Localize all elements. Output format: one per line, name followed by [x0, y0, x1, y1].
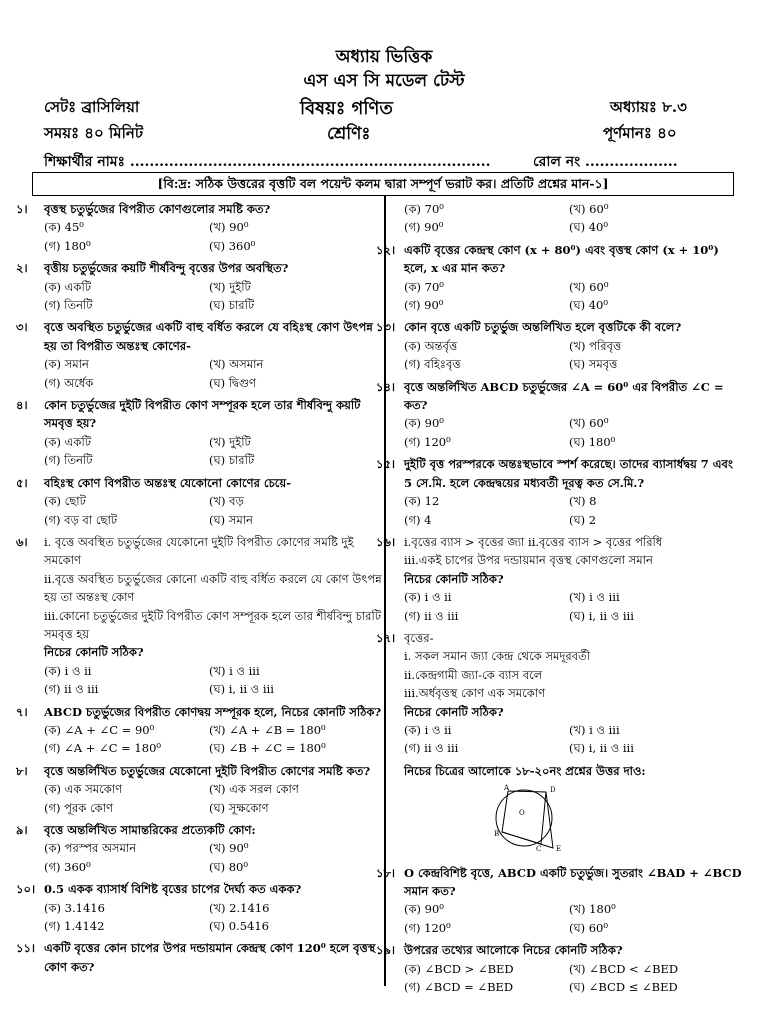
options-grid: [404, 337, 744, 374]
answer-option[interactable]: (খ) পরিবৃত্ত: [569, 338, 622, 353]
answer-option[interactable]: (গ) 90⁰: [404, 298, 444, 313]
answer-option[interactable]: (ঘ) দ্বিগুণ: [209, 375, 257, 390]
options-grid: [44, 721, 384, 758]
answer-option[interactable]: (গ) 120⁰: [404, 920, 451, 935]
answer-option[interactable]: (ক) i ও ii: [44, 663, 92, 678]
figure-label: B: [494, 830, 500, 839]
options-grid: [44, 278, 384, 315]
answer-option[interactable]: (ক) ∠A + ∠C = 90⁰: [44, 722, 155, 737]
question-number: ১০।: [16, 882, 36, 897]
subject-label: বিষয়ঃ গণিত: [300, 98, 393, 119]
question-number: ১৮।: [376, 865, 396, 880]
figure-label: A: [504, 784, 510, 793]
answer-option[interactable]: (ঘ) 2: [569, 512, 597, 527]
question-item: [16, 703, 384, 758]
question-number: ১১।: [16, 941, 36, 956]
options-grid: [44, 899, 384, 936]
answer-option[interactable]: (ক) 12: [404, 494, 440, 509]
answer-option[interactable]: (গ) ii ও iii: [44, 682, 99, 697]
answer-option[interactable]: (ঘ) i, ii ও iii: [569, 741, 634, 756]
statement-line: iii.অর্ধবৃত্তস্থ কোণ এক সমকোণ: [404, 686, 546, 701]
answer-option[interactable]: (ঘ) ∠BCD ≤ ∠BED: [569, 980, 678, 995]
question-item: [16, 259, 384, 314]
student-name-field: শিক্ষার্থীর নামঃ ..........................................................................: [44, 154, 491, 170]
question-item: [376, 318, 744, 373]
question-item: [16, 396, 384, 470]
answer-option[interactable]: (খ) 90⁰: [209, 220, 249, 235]
question-item: [16, 200, 384, 255]
answer-option[interactable]: (খ) 2.1416: [209, 900, 270, 915]
answer-option[interactable]: (ঘ) ∠B + ∠C = 180⁰: [209, 741, 326, 756]
question-number: ৬।: [16, 534, 28, 549]
answer-option[interactable]: (খ) 90⁰: [209, 841, 249, 856]
roll-field: রোল নং ...................: [533, 154, 678, 170]
options-grid: [44, 839, 384, 876]
figure-label: E: [556, 845, 562, 853]
answer-option[interactable]: (গ) 1.4142: [44, 919, 105, 934]
question-number: ১৬।: [376, 534, 396, 549]
answer-option[interactable]: (ঘ) সমান: [209, 512, 253, 527]
answer-option[interactable]: (ক) পরস্পর অসমান: [44, 841, 137, 856]
answer-option[interactable]: (ক) সমান: [44, 357, 89, 372]
question-text: নিচের কোনটি সঠিক?: [44, 645, 144, 660]
answer-option[interactable]: (ক) 90⁰: [404, 902, 444, 917]
question-number: ১৩।: [376, 320, 396, 335]
answer-option[interactable]: (খ) দুইটি: [209, 434, 251, 449]
statement-line: ii.বৃত্তে অবস্থিত চতুর্ভুজের কোনো একটি বাহু বর্ধিত করলে যে কোণ উৎপন্ন হয় তা অন্তঃস্থ কোণ: [44, 571, 382, 605]
answer-option[interactable]: (গ) তিনটি: [44, 298, 93, 313]
answer-option[interactable]: (খ) দুইটি: [209, 279, 251, 294]
answer-option[interactable]: (গ) পূরক কোণ: [44, 800, 113, 815]
left-question-column: [16, 200, 384, 980]
chapter-based-title: অধ্যায় ভিত্তিক: [335, 47, 433, 67]
answer-option[interactable]: (ক) i ও ii: [404, 722, 452, 737]
options-grid: [44, 662, 384, 699]
class-label: শ্রেণিঃ: [327, 124, 371, 144]
answer-option[interactable]: (খ) i ও iii: [569, 590, 620, 605]
options-grid: [404, 588, 744, 625]
statement-line: বৃত্তের-: [404, 630, 434, 645]
question-item: [404, 200, 744, 237]
statement-line: ii.কেন্দ্রগামী জ্যা-কে ব্যাস বলে: [404, 667, 543, 682]
question-item: [376, 378, 744, 452]
options-grid: [404, 414, 744, 451]
answer-option[interactable]: (গ) তিনটি: [44, 453, 93, 468]
answer-option[interactable]: (ক) 70⁰: [404, 202, 444, 216]
figure-label: D: [550, 786, 556, 795]
question-item: [16, 533, 384, 699]
answer-option[interactable]: (ক) 70⁰: [404, 279, 444, 294]
statement-line: iii.কোনো চতুর্ভুজের দুইটি বিপরীত কোণ সম্পূরক হলে তার শীর্ষবিন্দু চারটি সমবৃত্ত হয়: [44, 608, 382, 641]
options-grid: [404, 492, 744, 529]
set-label: সেটঃ ব্রাসিলিয়া: [44, 98, 140, 116]
answer-option[interactable]: (ক) i ও ii: [404, 590, 452, 605]
instruction-box: [বি:দ্র: সঠিক উত্তরের বৃত্তটি বল পয়েন্ট কলম দ্বারা সম্পূর্ণ ভরাট কর। প্রতিটি প্রশ্নের মান-১]: [32, 172, 734, 196]
question-item: [376, 533, 744, 625]
answer-option[interactable]: (ঘ) 180⁰: [569, 434, 616, 449]
question-number: ২।: [16, 261, 28, 276]
answer-option[interactable]: (ক) এক সমকোণ: [44, 782, 123, 797]
options-grid: [404, 200, 744, 237]
question-text: নিচের চিত্রের আলোকে ১৮-২০নং প্রশ্নের উত্তর দাও:: [404, 763, 646, 778]
question-item: [404, 762, 744, 860]
answer-option[interactable]: (ঘ) i, ii ও iii: [209, 682, 274, 697]
answer-option[interactable]: (খ) 60⁰: [569, 416, 609, 431]
answer-option[interactable]: (ঘ) i, ii ও iii: [569, 608, 634, 623]
answer-option[interactable]: (খ) এক সরল কোণ: [209, 782, 299, 797]
options-grid: [404, 721, 744, 758]
answer-option[interactable]: (গ) ii ও iii: [404, 741, 459, 756]
question-item: [376, 455, 744, 529]
answer-option[interactable]: (ক) 3.1416: [44, 900, 105, 915]
answer-option[interactable]: (গ) ∠A + ∠C = 180⁰: [44, 741, 161, 756]
answer-option[interactable]: (গ) 360⁰: [44, 859, 91, 874]
answer-option[interactable]: (খ) 60⁰: [569, 202, 609, 216]
question-text: কোন চতুর্ভুজের দুইটি বিপরীত কোণ সম্পূরক হলে তার শীর্ষবিন্দু কয়টি সমবৃত্ত হয়?: [44, 398, 361, 431]
answer-option[interactable]: (খ) অসমান: [209, 357, 264, 372]
question-text: বৃত্তস্থ চতুর্ভুজের বিপরীত কোণগুলোর সমষ্টি কত?: [44, 202, 271, 216]
question-item: [16, 880, 384, 935]
answer-option[interactable]: (খ) বড়: [209, 494, 244, 509]
question-number: ৫।: [16, 475, 28, 490]
answer-option[interactable]: (খ) i ও iii: [209, 663, 260, 678]
answer-option[interactable]: (গ) ii ও iii: [404, 608, 459, 623]
answer-option[interactable]: (খ) 8: [569, 494, 597, 509]
question-item: [376, 941, 744, 996]
question-text: বৃত্তীয় চতুর্ভুজের কয়টি শীর্ষবিন্দু বৃত্তের উপর অবস্থিত?: [44, 261, 289, 276]
answer-option[interactable]: (ক) অন্তর্বৃত্ত: [404, 338, 458, 353]
options-grid: [44, 492, 384, 529]
question-number: ১২।: [376, 242, 396, 257]
figure-label: O: [519, 809, 525, 818]
question-item: [16, 939, 384, 976]
statement-line: i. সকল সমান জ্যা কেন্দ্র থেকে সমদূরবর্তী: [404, 649, 591, 664]
question-number: ১৫।: [376, 457, 396, 472]
question-number: ১৯।: [376, 943, 396, 958]
options-grid: [404, 960, 744, 997]
question-text: ABCD চতুর্ভুজের বিপরীত কোণদ্বয় সম্পূরক হলে, নিচের কোনটি সঠিক?: [44, 704, 382, 719]
figure-label: C: [536, 845, 542, 853]
question-text: O কেন্দ্রবিশিষ্ট বৃত্তে, ABCD একটি চতুর্ভুজ। সুতরাং ∠BAD + ∠BCD সমান কত?: [404, 865, 742, 898]
answer-option[interactable]: (গ) ∠BCD = ∠BED: [404, 980, 514, 995]
question-text: কোন বৃত্তে একটি চতুর্ভুজ অন্তর্লিখিত হলে বৃত্তটিকে কী বলে?: [404, 320, 682, 335]
answer-option[interactable]: (ঘ) সমবৃত্ত: [569, 357, 618, 372]
answer-option[interactable]: (খ) 180⁰: [569, 902, 616, 917]
options-grid: [44, 433, 384, 470]
answer-option[interactable]: (গ) বহিঃবৃত্ত: [404, 357, 461, 372]
answer-option[interactable]: (গ) অর্ধেক: [44, 375, 94, 390]
time-label: সময়ঃ ৪০ মিনিট: [44, 124, 144, 142]
question-number: ৭।: [16, 704, 28, 719]
options-grid: [44, 218, 384, 255]
quadrilateral-abcd: [502, 791, 546, 844]
question-text: উপরের তথ্যের আলোকে নিচের কোনটি সঠিক?: [404, 943, 623, 958]
question-number: ১।: [16, 202, 28, 216]
question-text: একটি বৃত্তের কোন চাপের উপর দন্ডায়মান কেন্দ্রস্থ কোণ 120⁰ হলে বৃত্তস্থ কোণ কত?: [44, 941, 376, 974]
statement-line: i.বৃত্তের ব্যাস > বৃত্তের জ্যা ii.বৃত্তের ব্যাস > বৃত্তের পরিধি: [404, 534, 663, 549]
answer-option[interactable]: (ঘ) 80⁰: [209, 859, 248, 874]
question-item: [16, 762, 384, 817]
question-item: [16, 318, 384, 392]
question-number: ১৭।: [376, 630, 396, 645]
answer-option[interactable]: (গ) 180⁰: [44, 238, 91, 253]
question-item: [16, 821, 384, 876]
options-grid: [44, 355, 384, 392]
question-text: বৃত্তে অন্তর্লিখিত ABCD চতুর্ভুজের ∠A = 60⁰ এর বিপরীত ∠C = কত?: [404, 379, 724, 413]
statement-line: i. বৃত্তে অবস্থিত চতুর্ভুজের যেকোনো দুইটি বিপরীত কোণের সমষ্টি দুই সমকোণ: [44, 534, 354, 568]
answer-option[interactable]: (গ) 4: [404, 512, 432, 527]
answer-option[interactable]: (ক) ∠BCD > ∠BED: [404, 961, 514, 976]
right-question-column: [376, 200, 744, 1000]
question-text: বৃত্তে অন্তর্লিখিত সামান্তরিকের প্রত্যেকটি কোণ:: [44, 823, 256, 837]
question-number: ৩।: [16, 320, 28, 335]
answer-option[interactable]: (ক) 90⁰: [404, 416, 444, 431]
answer-option[interactable]: (ঘ) চারটি: [209, 298, 255, 313]
answer-option[interactable]: (খ) ∠A + ∠B = 180⁰: [209, 722, 326, 737]
question-text: নিচের কোনটি সঠিক?: [404, 571, 504, 586]
answer-option[interactable]: (ঘ) চারটি: [209, 453, 255, 468]
question-text: বৃত্তে অন্তর্লিখিত চতুর্ভুজের যেকোনো দুইটি বিপরীত কোণের সমষ্টি কত?: [44, 763, 371, 778]
answer-option[interactable]: (ঘ) সূক্ষকোণ: [209, 800, 269, 815]
options-grid: [44, 780, 384, 817]
question-item: [376, 241, 744, 315]
question-item: [376, 629, 744, 758]
answer-option[interactable]: (ঘ) 60⁰: [569, 920, 608, 935]
answer-option[interactable]: (ক) একটি: [44, 279, 92, 294]
question-item: [376, 864, 744, 938]
options-grid: [404, 278, 744, 315]
model-test-title: এস এস সি মডেল টেস্ট: [303, 71, 465, 91]
answer-option[interactable]: (গ) 90⁰: [404, 220, 444, 235]
question-text: নিচের কোনটি সঠিক?: [404, 704, 504, 719]
answer-option[interactable]: (ক) একটি: [44, 434, 92, 449]
answer-option[interactable]: (খ) ∠BCD < ∠BED: [569, 961, 679, 976]
answer-option[interactable]: (ক) 45⁰: [44, 220, 84, 235]
question-text: বৃত্তে অবস্থিত চতুর্ভুজের একটি বাহু বর্ধিত করলে যে বহিঃস্থ কোণ উৎপন্ন হয় তা বিপরীত অন্তঃস্থ কোণের-: [44, 320, 373, 353]
answer-option[interactable]: (গ) 120⁰: [404, 434, 451, 449]
question-text: একটি বৃত্তের কেন্দ্রস্থ কোণ (x + 80⁰) এবং বৃত্তস্থ কোণ (x + 10⁰) হলে, x এর মান কত?: [404, 242, 719, 276]
question-number: ১৪।: [376, 379, 396, 394]
chapter-label: অধ্যায়ঃ ৮.৩: [610, 98, 687, 116]
answer-option[interactable]: (ক) ছোট: [44, 494, 86, 509]
question-number: ৯।: [16, 823, 28, 837]
answer-option[interactable]: (খ) i ও iii: [569, 722, 620, 737]
answer-option[interactable]: (ঘ) 360⁰: [209, 238, 256, 253]
answer-option[interactable]: (ঘ) 40⁰: [569, 220, 608, 235]
options-grid: [404, 900, 744, 937]
full-marks-label: পূর্ণমানঃ ৪০: [603, 124, 677, 142]
question-number: ৮।: [16, 763, 28, 778]
circle-figure: [486, 782, 566, 852]
question-number: ৪।: [16, 398, 28, 413]
question-text: দুইটি বৃত্ত পরস্পরকে অন্তঃস্থভাবে স্পর্শ করেছে। তাদের ব্যাসার্ধদ্বয় 7 এবং 5 সে.মি. হলে কেন্দ্রদ্বয়ের মধ্যবর্তী দূরত্ব কত সে.মি.?: [404, 457, 733, 490]
question-text: 0.5 একক ব্যাসার্ধ বিশিষ্ট বৃত্তের চাপের দৈর্ঘ্য কত একক?: [44, 882, 302, 897]
answer-option[interactable]: (গ) বড় বা ছোট: [44, 512, 118, 527]
question-text: বহিঃস্থ কোণ বিপরীত অন্তঃস্থ যেকোনো কোণের চেয়ে-: [44, 475, 291, 490]
question-item: [16, 474, 384, 529]
answer-option[interactable]: (খ) 60⁰: [569, 279, 609, 294]
answer-option[interactable]: (ঘ) 40⁰: [569, 298, 608, 313]
statement-line: iii.একই চাপের উপর দন্ডায়মান বৃত্তস্থ কোণগুলো সমান: [404, 553, 653, 568]
answer-option[interactable]: (ঘ) 0.5416: [209, 919, 269, 934]
